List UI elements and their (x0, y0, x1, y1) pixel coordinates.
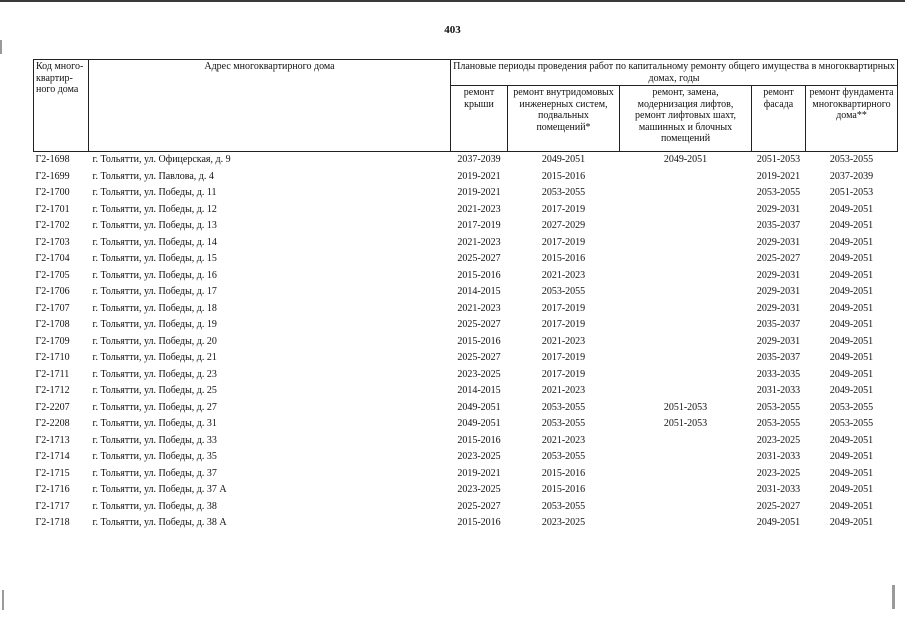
cell-foundation: 2053-2055 (829, 154, 874, 165)
cell-foundation: 2049-2051 (829, 484, 874, 495)
cell-roof: 2021-2023 (457, 203, 501, 215)
cell-roof: 2025-2027 (457, 319, 501, 330)
cell-systems: 2015-2016 (541, 467, 586, 479)
cell-foundation: 2049-2051 (829, 220, 874, 231)
cell-lifts (620, 169, 752, 186)
table-row (34, 350, 898, 367)
cell-facade: 2029-2031 (756, 236, 801, 248)
cell-facade: 2029-2031 (756, 203, 801, 215)
cell-systems: 2053-2055 (541, 500, 586, 512)
table-row (34, 466, 898, 483)
cell-lifts: 2051-2053 (663, 418, 708, 429)
cell-foundation: 2049-2051 (829, 302, 874, 314)
table-row (34, 235, 898, 252)
cell-facade: 2019-2021 (756, 170, 801, 182)
cell-facade: 2023-2025 (756, 467, 801, 479)
cell-roof: 2025-2027 (457, 500, 501, 512)
cell-foundation: 2049-2051 (829, 269, 874, 281)
header-lifts: ремонт, замена, модернизация лифтов, ремонт лифтовых шахт, машинных и блочных помещений (620, 86, 752, 152)
cell-address: г. Тольятти, ул. Победы, д. 25 (92, 385, 217, 396)
cell-lifts (620, 334, 752, 351)
cell-roof: 2017-2019 (457, 220, 501, 231)
cell-roof: 2019-2021 (457, 187, 501, 198)
cell-systems: 2015-2016 (541, 253, 586, 264)
cell-address: г. Тольятти, ул. Победы, д. 37 (92, 467, 217, 479)
table-row (34, 152, 898, 169)
cell-facade: 2029-2031 (756, 302, 801, 314)
cell-address: г. Тольятти, ул. Победы, д. 27 (92, 401, 217, 413)
table-row (34, 499, 898, 516)
cell-foundation: 2053-2055 (829, 418, 874, 429)
table-row (34, 202, 898, 219)
cell-address: г. Тольятти, ул. Победы, д. 35 (92, 451, 217, 462)
header-roof: ремонт крыши (451, 86, 508, 152)
cell-systems: 2017-2019 (541, 368, 586, 380)
cell-foundation: 2049-2051 (829, 352, 874, 363)
cell-lifts (620, 433, 752, 450)
cell-address: г. Тольятти, ул. Победы, д. 15 (92, 253, 217, 264)
cell-systems: 2053-2055 (541, 401, 586, 413)
cell-address: г. Тольятти, ул. Победы, д. 38 А (92, 517, 227, 528)
cell-systems: 2053-2055 (541, 187, 586, 198)
cell-lifts: 2051-2053 (663, 401, 708, 413)
header-periods: Плановые периоды проведения работ по капитальному ремонту общего имущества в многоквартирных домах, годы (451, 60, 898, 86)
cell-facade: 2025-2027 (756, 253, 801, 264)
cell-address: г. Тольятти, ул. Победы, д. 17 (92, 286, 217, 297)
cell-address: г. Тольятти, ул. Победы, д. 33 (92, 434, 217, 446)
cell-facade: 2029-2031 (756, 286, 801, 297)
cell-roof: 2015-2016 (457, 517, 501, 528)
cell-code: Г2-1709 (35, 335, 70, 347)
cell-lifts (620, 301, 752, 318)
cell-roof: 2014-2015 (457, 385, 501, 396)
table-body (34, 152, 898, 532)
cell-facade: 2051-2053 (756, 154, 801, 165)
cell-address: г. Тольятти, ул. Победы, д. 13 (92, 220, 217, 231)
cell-foundation: 2049-2051 (829, 434, 874, 446)
scan-edge-mark (892, 585, 895, 609)
header-foundation: ремонт фундамента многоквартирного дома** (806, 86, 898, 152)
cell-code: Г2-1705 (35, 269, 70, 281)
cell-address: г. Тольятти, ул. Победы, д. 37 А (92, 484, 227, 495)
cell-code: Г2-1717 (35, 500, 70, 512)
cell-code: Г2-2208 (35, 418, 70, 429)
cell-facade: 2033-2035 (756, 368, 801, 380)
cell-address: г. Тольятти, ул. Победы, д. 14 (92, 236, 217, 248)
cell-facade: 2031-2033 (756, 484, 801, 495)
cell-foundation: 2049-2051 (829, 335, 874, 347)
cell-code: Г2-1700 (35, 187, 70, 198)
cell-lifts (620, 466, 752, 483)
cell-lifts (620, 317, 752, 334)
cell-roof: 2015-2016 (457, 335, 501, 347)
cell-systems: 2021-2023 (541, 335, 586, 347)
cell-roof: 2021-2023 (457, 302, 501, 314)
cell-systems: 2053-2055 (541, 418, 586, 429)
cell-systems: 2053-2055 (541, 451, 586, 462)
table-row (34, 317, 898, 334)
scan-edge-mark (2, 590, 4, 610)
cell-facade: 2053-2055 (756, 418, 801, 429)
cell-code: Г2-1707 (35, 302, 70, 314)
cell-roof: 2015-2016 (457, 434, 501, 446)
table-row (34, 218, 898, 235)
cell-foundation: 2037-2039 (829, 170, 874, 182)
cell-lifts (620, 235, 752, 252)
cell-lifts (620, 383, 752, 400)
table-row (34, 284, 898, 301)
cell-lifts (620, 202, 752, 219)
cell-foundation: 2049-2051 (829, 236, 874, 248)
cell-facade: 2035-2037 (756, 220, 801, 231)
header-facade: ремонт фасада (752, 86, 806, 152)
cell-facade: 2025-2027 (756, 500, 801, 512)
cell-roof: 2015-2016 (457, 269, 501, 281)
cell-lifts (620, 218, 752, 235)
cell-code: Г2-1713 (35, 434, 70, 446)
cell-code: Г2-1698 (35, 154, 70, 165)
cell-address: г. Тольятти, ул. Победы, д. 23 (92, 368, 217, 380)
cell-lifts (620, 482, 752, 499)
cell-address: г. Тольятти, ул. Победы, д. 19 (92, 319, 217, 330)
cell-facade: 2023-2025 (756, 434, 801, 446)
cell-facade: 2029-2031 (756, 269, 801, 281)
cell-foundation: 2049-2051 (829, 500, 874, 512)
table-row (34, 383, 898, 400)
cell-address: г. Тольятти, ул. Победы, д. 16 (92, 269, 217, 281)
table-row (34, 400, 898, 417)
cell-roof: 2019-2021 (457, 467, 501, 479)
table-row (34, 482, 898, 499)
cell-systems: 2049-2051 (541, 154, 586, 165)
table-row (34, 169, 898, 186)
cell-code: Г2-1716 (35, 484, 70, 495)
cell-systems: 2053-2055 (541, 286, 586, 297)
cell-lifts (620, 284, 752, 301)
cell-systems: 2017-2019 (541, 319, 586, 330)
cell-facade: 2053-2055 (756, 187, 801, 198)
cell-code: Г2-1715 (35, 467, 70, 479)
cell-code: Г2-1701 (35, 203, 70, 215)
cell-address: г. Тольятти, ул. Победы, д. 12 (92, 203, 217, 215)
cell-lifts (620, 499, 752, 516)
cell-facade: 2035-2037 (756, 319, 801, 330)
cell-facade: 2029-2031 (756, 335, 801, 347)
cell-foundation: 2053-2055 (829, 401, 874, 413)
cell-facade: 2053-2055 (756, 401, 801, 413)
top-border-line (0, 0, 905, 2)
table-row (34, 301, 898, 318)
table-row (34, 334, 898, 351)
header-code: Код много-квартир-ного дома (34, 60, 89, 152)
cell-systems: 2021-2023 (541, 385, 586, 396)
table-row (34, 251, 898, 268)
cell-facade: 2035-2037 (756, 352, 801, 363)
cell-code: Г2-1708 (35, 319, 70, 330)
cell-systems: 2015-2016 (541, 170, 586, 182)
cell-code: Г2-1704 (35, 253, 70, 264)
capital-repair-schedule-table (33, 59, 898, 532)
table-row (34, 367, 898, 384)
cell-systems: 2017-2019 (541, 352, 586, 363)
cell-roof: 2025-2027 (457, 253, 501, 264)
cell-code: Г2-1703 (35, 236, 70, 248)
cell-lifts (620, 449, 752, 466)
cell-systems: 2017-2019 (541, 302, 586, 314)
cell-code: Г2-1699 (35, 170, 70, 182)
cell-facade: 2031-2033 (756, 385, 801, 396)
cell-roof: 2023-2025 (457, 484, 501, 495)
cell-foundation: 2049-2051 (829, 253, 874, 264)
cell-lifts (620, 185, 752, 202)
cell-address: г. Тольятти, ул. Офицерская, д. 9 (92, 154, 231, 165)
cell-roof: 2023-2025 (457, 451, 501, 462)
cell-roof: 2037-2039 (457, 154, 501, 165)
cell-systems: 2021-2023 (541, 269, 586, 281)
cell-foundation: 2049-2051 (829, 451, 874, 462)
cell-systems: 2015-2016 (541, 484, 586, 495)
cell-systems: 2017-2019 (541, 236, 586, 248)
cell-address: г. Тольятти, ул. Победы, д. 20 (92, 335, 217, 347)
table-row (34, 185, 898, 202)
cell-code: Г2-1710 (35, 352, 70, 363)
cell-systems: 2023-2025 (541, 517, 586, 528)
table-row (34, 416, 898, 433)
cell-roof: 2049-2051 (457, 418, 501, 429)
cell-code: Г2-1718 (35, 517, 70, 528)
cell-systems: 2017-2019 (541, 203, 586, 215)
cell-lifts (620, 251, 752, 268)
cell-address: г. Тольятти, ул. Победы, д. 38 (92, 500, 217, 512)
header-systems: ремонт внутридомовых инженерных систем, подвальных помещений* (508, 86, 620, 152)
cell-foundation: 2049-2051 (829, 467, 874, 479)
cell-foundation: 2049-2051 (829, 517, 874, 528)
cell-roof: 2025-2027 (457, 352, 501, 363)
header-address: Адрес многоквартирного дома (89, 60, 451, 152)
cell-address: г. Тольятти, ул. Павлова, д. 4 (92, 170, 214, 182)
page-number: 403 (444, 24, 461, 36)
cell-code: Г2-2207 (35, 401, 70, 413)
cell-foundation: 2049-2051 (829, 319, 874, 330)
cell-address: г. Тольятти, ул. Победы, д. 11 (92, 187, 217, 198)
cell-facade: 2049-2051 (756, 517, 801, 528)
cell-code: Г2-1702 (35, 220, 70, 231)
cell-lifts (620, 367, 752, 384)
cell-foundation: 2049-2051 (829, 368, 874, 380)
cell-roof: 2023-2025 (457, 368, 501, 380)
cell-lifts: 2049-2051 (663, 154, 708, 165)
table-row (34, 449, 898, 466)
table-row (34, 433, 898, 450)
cell-code: Г2-1711 (35, 368, 70, 380)
cell-foundation: 2051-2053 (829, 187, 874, 198)
cell-foundation: 2049-2051 (829, 286, 874, 297)
cell-roof: 2021-2023 (457, 236, 501, 248)
cell-facade: 2031-2033 (756, 451, 801, 462)
cell-address: г. Тольятти, ул. Победы, д. 18 (92, 302, 217, 314)
cell-address: г. Тольятти, ул. Победы, д. 31 (92, 418, 217, 429)
cell-roof: 2049-2051 (457, 401, 501, 413)
table-row (34, 515, 898, 532)
cell-roof: 2019-2021 (457, 170, 501, 182)
cell-roof: 2014-2015 (457, 286, 501, 297)
cell-address: г. Тольятти, ул. Победы, д. 21 (92, 352, 217, 363)
cell-lifts (620, 350, 752, 367)
cell-systems: 2027-2029 (541, 220, 586, 231)
cell-lifts (620, 268, 752, 285)
scan-edge-mark (0, 40, 2, 54)
cell-code: Г2-1714 (35, 451, 70, 462)
cell-foundation: 2049-2051 (829, 203, 874, 215)
table-row (34, 268, 898, 285)
cell-foundation: 2049-2051 (829, 385, 874, 396)
cell-code: Г2-1712 (35, 385, 70, 396)
cell-code: Г2-1706 (35, 286, 70, 297)
cell-lifts (620, 515, 752, 532)
cell-systems: 2021-2023 (541, 434, 586, 446)
